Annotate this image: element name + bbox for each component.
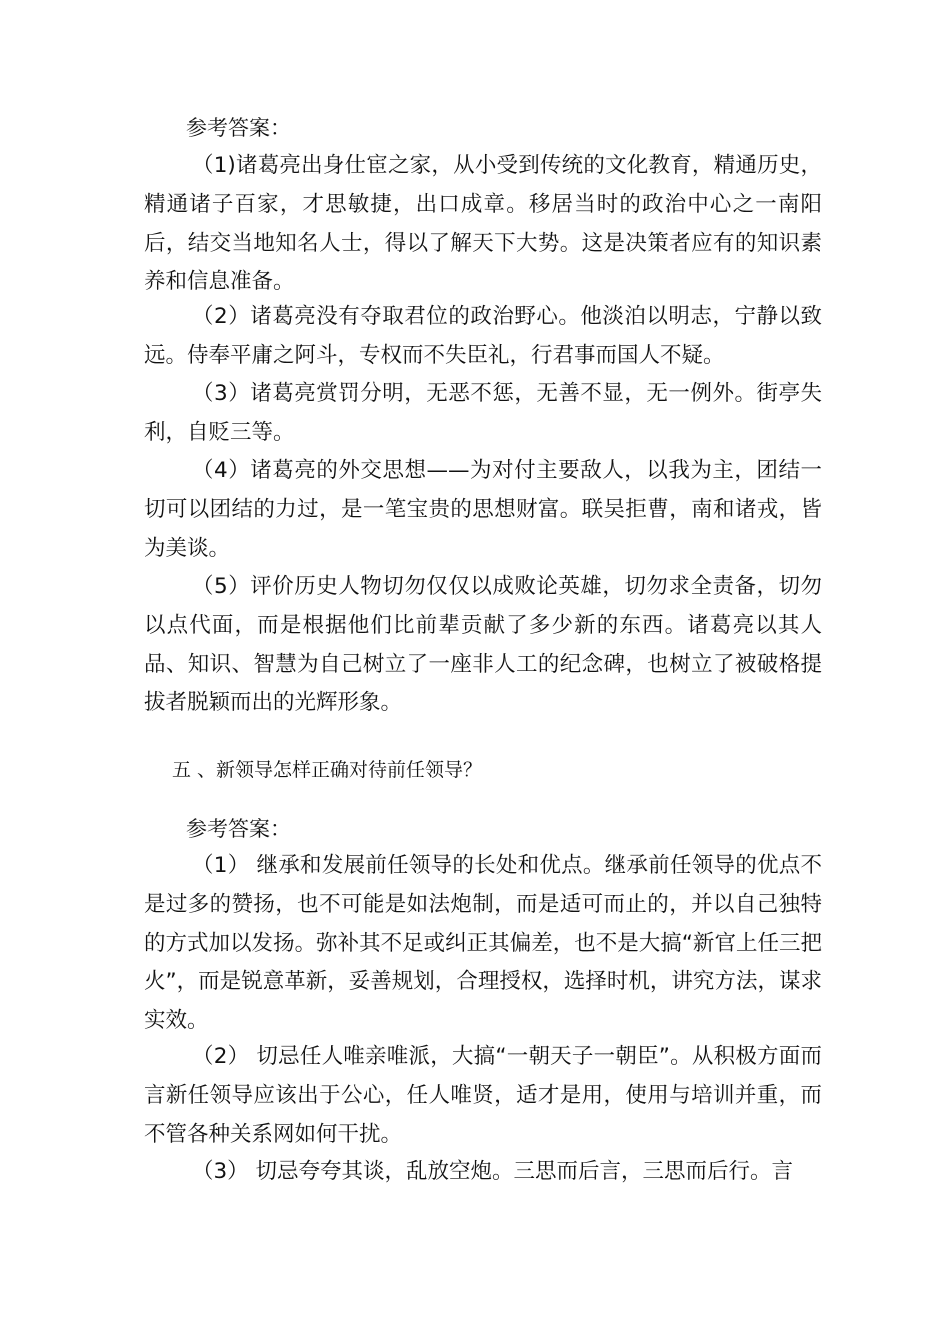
answer-paragraph: （1） 继承和发展前任领导的长处和优点。继承前任领导的优点不是过多的赞扬，也不可能是如法炮制，而是适可而止的，并以自己独特的方式加以发扬。弥补其不足或纠正其偏差，也不是大搞“新官上任三把火”，而是锐意革新，妥善规划，合理授权，选择时机，讲究方法，谋求实效。 bbox=[144, 853, 822, 1034]
question-heading: 五 、新领导怎样正确对待前任领导？ bbox=[172, 759, 483, 781]
answer-label: 参考答案： bbox=[186, 817, 291, 841]
answer-paragraph: （1)诸葛亮出身仕宦之家，从小受到传统的文化教育，精通历史，精通诸子百家，才思敏捷，出口成章。移居当时的政治中心之一南阳后，结交当地知名人士，得以了解天下大势。这是决策者应有的知识素养和信息准备。 bbox=[144, 153, 822, 295]
answer-paragraph: （3）诸葛亮赏罚分明，无恶不惩，无善不显，无一例外。街亭失利，自贬三等。 bbox=[144, 381, 822, 445]
answer-label: 参考答案： bbox=[186, 116, 291, 140]
answer-paragraph: （5）评价历史人物切勿仅仅以成败论英雄，切勿求全责备，切勿以点代面，而是根据他们比前辈贡献了多少新的东西。诸葛亮以其人品、知识、智慧为自己树立了一座非人工的纪念碑，也树立了被破格提拔者脱颖而出的光辉形象。 bbox=[144, 574, 822, 716]
answer-paragraph: （2） 切忌任人唯亲唯派，大搞“一朝天子一朝臣”。从积极方面而言新任领导应该出于公心，任人唯贤，适才是用，使用与培训并重，而不管各种关系网如何干扰。 bbox=[144, 1044, 822, 1147]
answer-paragraph: （4）诸葛亮的外交思想——为对付主要敌人，以我为主，团结一切可以团结的力过，是一笔宝贵的思想财富。联吴拒曹，南和诸戎，皆为美谈。 bbox=[144, 458, 822, 561]
answer-paragraph: （3） 切忌夸夸其谈，乱放空炮。三思而后言，三思而后行。言 bbox=[192, 1159, 794, 1184]
answer-paragraph: （2）诸葛亮没有夺取君位的政治野心。他淡泊以明志，宁静以致远。侍奉平庸之阿斗，专权而不失臣礼，行君事而国人不疑。 bbox=[144, 304, 822, 368]
